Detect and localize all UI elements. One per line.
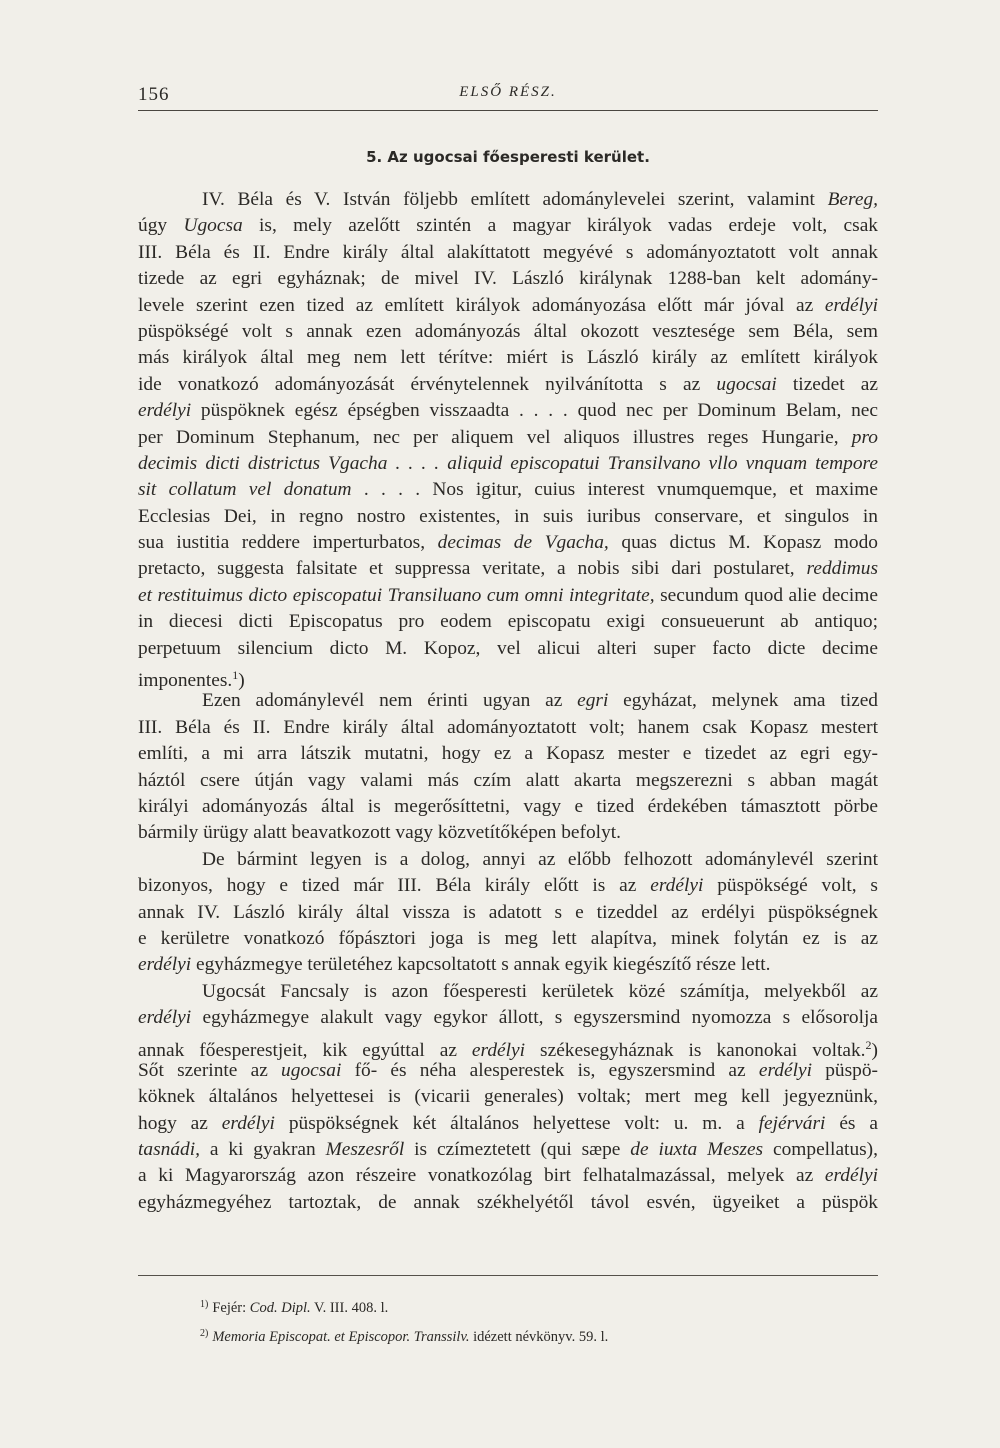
text-line bbox=[138, 477, 878, 503]
text-line bbox=[138, 662, 878, 692]
italic-text: Ugocsa bbox=[183, 215, 243, 237]
text-run: perpetuum silencium dicto M. Kopoz, vel alicui alteri super facto dicte decime bbox=[138, 637, 878, 659]
section-heading: 5. Az ugocsai főesperesti kerület. bbox=[366, 148, 650, 166]
text-line bbox=[138, 979, 878, 1005]
text-run: egyházmegyéhez tartoztak, de annak székhelyétől távol esvén, ügyeiket a püspök bbox=[138, 1191, 878, 1213]
text-run: is czímeztetett (qui sæpe bbox=[404, 1139, 631, 1161]
text-line bbox=[138, 530, 878, 556]
text-run: püspö- bbox=[812, 1059, 879, 1081]
text-line bbox=[138, 556, 878, 582]
text-run: is, mely azelőtt szintén a magyar királyok vadas erdeje volt, csak bbox=[242, 215, 878, 237]
text-run: quas dictus M. Kopasz modo bbox=[608, 532, 878, 554]
italic-text: erdélyi bbox=[138, 954, 192, 976]
text-run: és a bbox=[825, 1112, 878, 1134]
text-run: secundum quod alie decime bbox=[654, 584, 878, 606]
text-run: háztól csere útján vagy valami más czím alatt akarta megszerezni s abban magát bbox=[138, 769, 878, 791]
text-run: hogy az bbox=[138, 1112, 222, 1134]
text-run: V. III. 408. l. bbox=[310, 1300, 389, 1316]
text-line bbox=[138, 952, 878, 978]
text-run: De bármint legyen is a dolog, annyi az előbb felhozott adománylevél szerint bbox=[202, 848, 878, 870]
text-run: más királyok által meg nem lett térítve: miért is László király az említett királyok bbox=[138, 347, 878, 369]
text-run: III. Béla és II. Endre király által alakíttatott megyévé s adományoztatott volt annak bbox=[138, 241, 878, 263]
running-head bbox=[138, 80, 878, 111]
text-run: . . . . Nos igitur, cuius interest vnumquemque, et maxime bbox=[351, 479, 878, 501]
text-line bbox=[138, 293, 878, 319]
footnote-reference: 2 bbox=[865, 1037, 872, 1052]
italic-text: et restituimus dicto episcopatui Transiluano cum omni integritate, bbox=[138, 584, 655, 606]
italic-text: Bereg, bbox=[827, 189, 878, 210]
text-line bbox=[138, 1005, 878, 1031]
text-line bbox=[138, 319, 878, 345]
text-run: pretacto, suggesta falsitate et suppressa veritate, a nobis sibi dari postularet, bbox=[138, 558, 807, 580]
footnotes bbox=[200, 1292, 840, 1350]
text-line bbox=[138, 187, 878, 213]
italic-text: erdélyi bbox=[221, 1112, 275, 1134]
text-run: egyházat, melynek ama tized bbox=[608, 690, 878, 712]
text-run: III. Béla és II. Endre király által adományoztatott volt; hanem csak Kopasz mestert bbox=[138, 716, 878, 738]
text-run: ) bbox=[871, 1039, 878, 1061]
text-run: fő- és néha alesperestek is, egyszersmind az bbox=[341, 1059, 759, 1081]
italic-text: tasnádi, bbox=[138, 1139, 200, 1161]
text-run: tizede az egri egyháznak; de mivel IV. László királynak 1288-ban kelt adomány- bbox=[138, 268, 878, 290]
italic-text: reddimus bbox=[806, 558, 878, 580]
text-line bbox=[138, 715, 878, 741]
text-run: királyi adományozás által is megerősíttetni, vagy e tized érdekében támasztott pörbe bbox=[138, 795, 878, 817]
italic-text: ugocsai bbox=[281, 1059, 342, 1081]
text-run: püspökségnek két általános helyettese volt: u. m. a bbox=[274, 1112, 759, 1134]
text-line bbox=[138, 900, 878, 926]
text-line bbox=[138, 425, 878, 451]
text-run: annak főesperestjeit, kik egyúttal az bbox=[138, 1039, 472, 1061]
text-run: Sőt szerinte az bbox=[138, 1059, 282, 1081]
text-line bbox=[138, 266, 878, 292]
italic-text: fejérvári bbox=[758, 1112, 826, 1134]
text-line bbox=[138, 583, 878, 609]
text-run: püspökségé volt, s bbox=[703, 875, 878, 897]
text-run: bizonyos, hogy e tized már III. Béla király előtt is az bbox=[138, 875, 651, 897]
text-run: Ecclesias Dei, in regno nostro existentes, in suis iuribus conservare, et singulos in bbox=[138, 505, 878, 527]
text-line bbox=[138, 768, 878, 794]
text-line bbox=[138, 240, 878, 266]
text-run: köknek általános helyettesei is (vicarii generales) voltak; mert meg kell jegyeznünk, bbox=[138, 1086, 878, 1108]
text-line bbox=[138, 741, 878, 767]
italic-text: erdélyi bbox=[471, 1039, 526, 1061]
text-run: említi, a mi arra látszik mutatni, hogy ez a Kopasz mester e tizedet az egri egy- bbox=[138, 743, 878, 765]
page-number: 156 bbox=[138, 84, 170, 105]
italic-text: Meszesről bbox=[325, 1139, 405, 1161]
italic-text: decimis dicti districtus Vgacha . . . . aliquid episcopatui Transilvano vllo vnquam tempore bbox=[138, 452, 878, 474]
text-run: idézett névkönyv. 59. l. bbox=[469, 1329, 609, 1345]
text-run: a ki gyakran bbox=[199, 1139, 326, 1161]
italic-text: Cod. Dipl. bbox=[249, 1300, 311, 1316]
text-run: püspöknek egész épségben visszaadta . . . . quod nec per Dominum Belam, nec bbox=[191, 400, 878, 422]
text-run: imponentes. bbox=[138, 670, 233, 692]
text-line bbox=[138, 1084, 878, 1110]
italic-text: Memoria Episcopat. et Episcopor. Transsilv. bbox=[212, 1329, 470, 1345]
text-line bbox=[138, 926, 878, 952]
italic-text: erdélyi bbox=[758, 1059, 812, 1081]
text-run: székesegyháznak is kanonokai voltak. bbox=[525, 1039, 866, 1061]
text-line bbox=[138, 794, 878, 820]
body-text bbox=[138, 187, 878, 1216]
text-line bbox=[138, 213, 878, 239]
text-run: sua iustitia reddere imperturbatos, bbox=[138, 532, 438, 554]
text-line bbox=[138, 1111, 878, 1137]
text-run: úgy bbox=[138, 215, 184, 237]
italic-text: sit collatum vel donatum bbox=[138, 479, 352, 501]
running-title: ELSŐ RÉSZ. bbox=[459, 84, 557, 100]
italic-text: ugocsai bbox=[716, 373, 777, 395]
text-run: in diecesi dicti Episcopatus pro eodem episcopatu exigi consueuerunt ab antiquo; bbox=[138, 611, 878, 633]
text-line bbox=[138, 1190, 878, 1216]
italic-text: erdélyi bbox=[138, 400, 192, 422]
text-run: egyházmegye alakult vagy egykor állott, s egyszersmind nyomozza s elősorolja bbox=[191, 1007, 878, 1029]
text-line bbox=[138, 451, 878, 477]
text-run: tizedet az bbox=[776, 373, 878, 395]
italic-text: erdélyi bbox=[650, 875, 704, 897]
text-line bbox=[138, 345, 878, 371]
text-line bbox=[138, 636, 878, 662]
footnote-marker: 2) bbox=[200, 1328, 209, 1339]
footnote-divider bbox=[138, 1275, 878, 1276]
text-run: levele szerint ezen tized az említett királyok adományozása előtt már jóval az bbox=[138, 294, 825, 316]
text-line bbox=[138, 1137, 878, 1163]
footnote bbox=[200, 1292, 840, 1321]
footnote-reference: 1 bbox=[232, 668, 239, 683]
text-line bbox=[138, 1058, 878, 1084]
italic-text: decimas de Vgacha, bbox=[437, 532, 609, 554]
text-run: ide vonatkozó adományozását érvénytelennek nyilvánította s az bbox=[138, 373, 717, 395]
italic-text: erdélyi bbox=[138, 1007, 192, 1029]
italic-text: pro bbox=[851, 426, 878, 448]
text-line bbox=[138, 398, 878, 424]
text-line bbox=[138, 873, 878, 899]
text-line bbox=[138, 820, 878, 846]
text-run: compellatus), bbox=[763, 1139, 878, 1161]
text-run: ) bbox=[238, 670, 245, 692]
text-line bbox=[138, 504, 878, 530]
text-run: per Dominum Stephanum, nec per aliquem vel aliquos illustres reges Hungarie, bbox=[138, 426, 852, 448]
text-line bbox=[138, 1032, 878, 1061]
italic-text: de iuxta Meszes bbox=[630, 1139, 764, 1161]
footnote-marker: 1) bbox=[200, 1299, 209, 1310]
text-run: Ezen adománylevél nem érinti ugyan az bbox=[202, 690, 578, 712]
text-run: bármily ürügy alatt beavatkozott vagy közvetítőképen befolyt. bbox=[138, 822, 621, 844]
italic-text: egri bbox=[577, 690, 609, 712]
text-run: püspökségé volt s annak ezen adományozás által okozott vesztesége sem Béla, sem bbox=[138, 320, 878, 342]
text-run: Fejér: bbox=[212, 1300, 250, 1316]
text-run: Ugocsát Fancsaly is azon főesperesti kerületek közé számítja, melyekből az bbox=[202, 980, 878, 1002]
text-run: a ki Magyarország azon részeire vonatkozólag birt felhatalmazással, melyek az bbox=[138, 1165, 825, 1187]
text-line bbox=[138, 847, 878, 873]
text-run: e kerületre vonatkozó főpásztori joga is meg lett alapítva, minek folytán ez is az bbox=[138, 927, 878, 949]
text-run: IV. Béla és V. István följebb említett adománylevelei szerint, valamint bbox=[202, 189, 828, 210]
italic-text: erdélyi bbox=[824, 1165, 878, 1187]
text-line bbox=[138, 1163, 878, 1189]
italic-text: erdélyi bbox=[824, 294, 878, 316]
text-line bbox=[138, 372, 878, 398]
text-line bbox=[138, 609, 878, 635]
footnote bbox=[200, 1321, 840, 1350]
text-line bbox=[138, 688, 878, 714]
text-run: egyházmegye területéhez kapcsoltatott s annak egyik kiegészítő része lett. bbox=[191, 954, 771, 976]
text-run: annak IV. László király által vissza is adatott s e tizeddel az erdélyi püspökségnek bbox=[138, 901, 878, 923]
